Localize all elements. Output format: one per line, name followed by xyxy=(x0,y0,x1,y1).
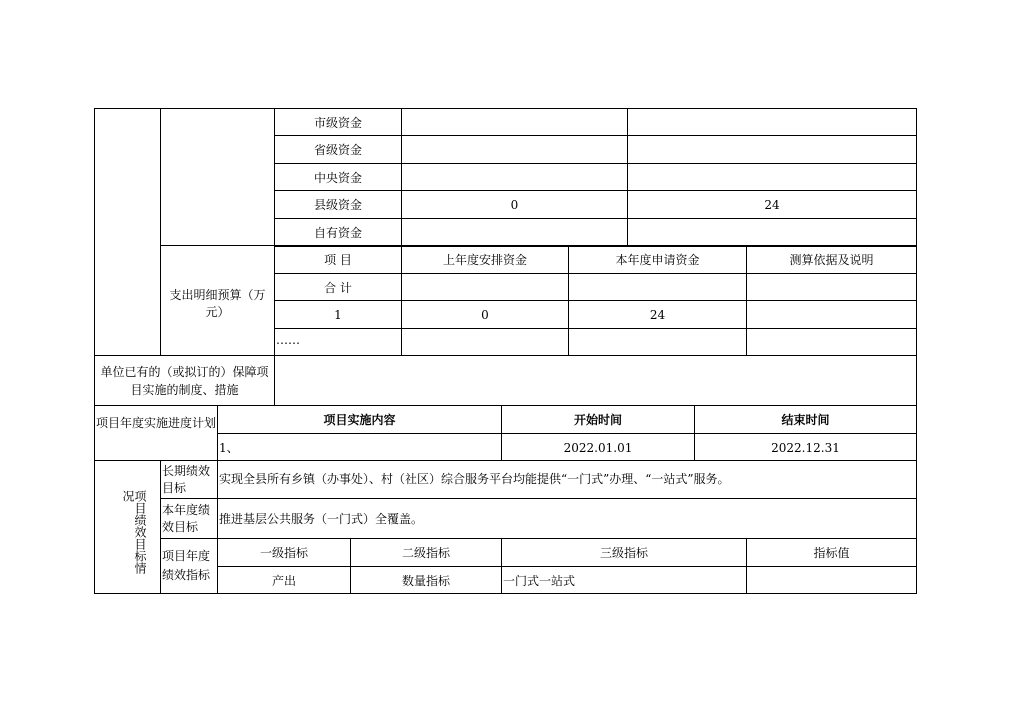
budget-cell xyxy=(401,328,569,356)
plan-header-start: 开始时间 xyxy=(573,413,622,427)
funding-cell xyxy=(627,163,917,191)
indicator-label: 项目年度绩效指标 xyxy=(162,549,211,582)
budget-cell xyxy=(401,273,569,301)
budget-row-last: 0 xyxy=(481,308,489,322)
plan-label: 项目年度实施进度计划 xyxy=(96,416,217,430)
goals-outer-label: 项目绩效目标情况 xyxy=(121,490,147,574)
system-value-cell xyxy=(274,355,917,406)
funding-cell xyxy=(627,135,917,164)
funding-cell xyxy=(401,108,628,136)
budget-header-basis: 测算依据及说明 xyxy=(789,253,874,267)
long-term-label: 长期绩效目标 xyxy=(162,464,211,495)
funding-label: 中央资金 xyxy=(313,171,362,185)
indicator-header-level3: 三级指标 xyxy=(599,546,648,560)
budget-row-item: 合 计 xyxy=(324,281,352,295)
plan-row-content: 1、 xyxy=(219,441,239,455)
budget-cell xyxy=(568,273,747,301)
funding-source-group-cell xyxy=(160,108,275,246)
budget-cell xyxy=(746,273,917,301)
budget-row-item: 1 xyxy=(334,308,342,322)
indicator-header-level1: 一级指标 xyxy=(259,546,308,560)
system-label: 单位已有的（或拟订的）保障项目实施的制度、措施 xyxy=(100,365,269,397)
indicator-row-level1: 产出 xyxy=(271,574,296,588)
funding-label: 市级资金 xyxy=(313,116,362,130)
budget-row-item: …… xyxy=(276,333,300,347)
indicator-row-level2: 数量指标 xyxy=(401,574,450,588)
funding-label: 自有资金 xyxy=(313,226,362,240)
budget-cell xyxy=(746,300,917,329)
funding-cell xyxy=(401,218,628,247)
indicator-row-level3: 一门式一站式 xyxy=(503,574,576,588)
funding-value-1: 0 xyxy=(510,198,519,212)
budget-header-last-year: 上年度安排资金 xyxy=(442,253,527,267)
annual-goal-label: 本年度绩效目标 xyxy=(162,503,211,534)
funding-cell xyxy=(401,163,628,191)
plan-header-content: 项目实施内容 xyxy=(323,413,396,427)
budget-header-this-year: 本年度申请资金 xyxy=(615,253,700,267)
indicator-header-value: 指标值 xyxy=(813,546,850,560)
long-term-value: 实现全县所有乡镇（办事处）、村（社区）综合服务平台均能提供“一门式”办理、“一站式”服务。 xyxy=(219,472,730,486)
funding-label: 省级资金 xyxy=(313,143,362,157)
outer-left-cell xyxy=(94,108,161,356)
plan-row-start: 2022.01.01 xyxy=(563,441,633,455)
funding-cell xyxy=(401,135,628,164)
funding-value-2: 24 xyxy=(764,198,780,212)
plan-header-end: 结束时间 xyxy=(781,413,830,427)
budget-cell xyxy=(568,328,747,356)
budget-section-label: 支出明细预算（万元） xyxy=(169,288,266,319)
plan-row-end: 2022.12.31 xyxy=(771,441,840,455)
annual-goal-value: 推进基层公共服务（一门式）全覆盖。 xyxy=(219,512,424,526)
indicator-header-level2: 二级指标 xyxy=(401,546,450,560)
funding-label: 县级资金 xyxy=(313,198,362,212)
budget-header-item: 项 目 xyxy=(324,253,352,267)
budget-row-this: 24 xyxy=(649,308,666,322)
indicator-cell xyxy=(746,566,917,594)
budget-cell xyxy=(746,328,917,356)
funding-cell xyxy=(627,218,917,247)
funding-cell xyxy=(627,108,917,136)
